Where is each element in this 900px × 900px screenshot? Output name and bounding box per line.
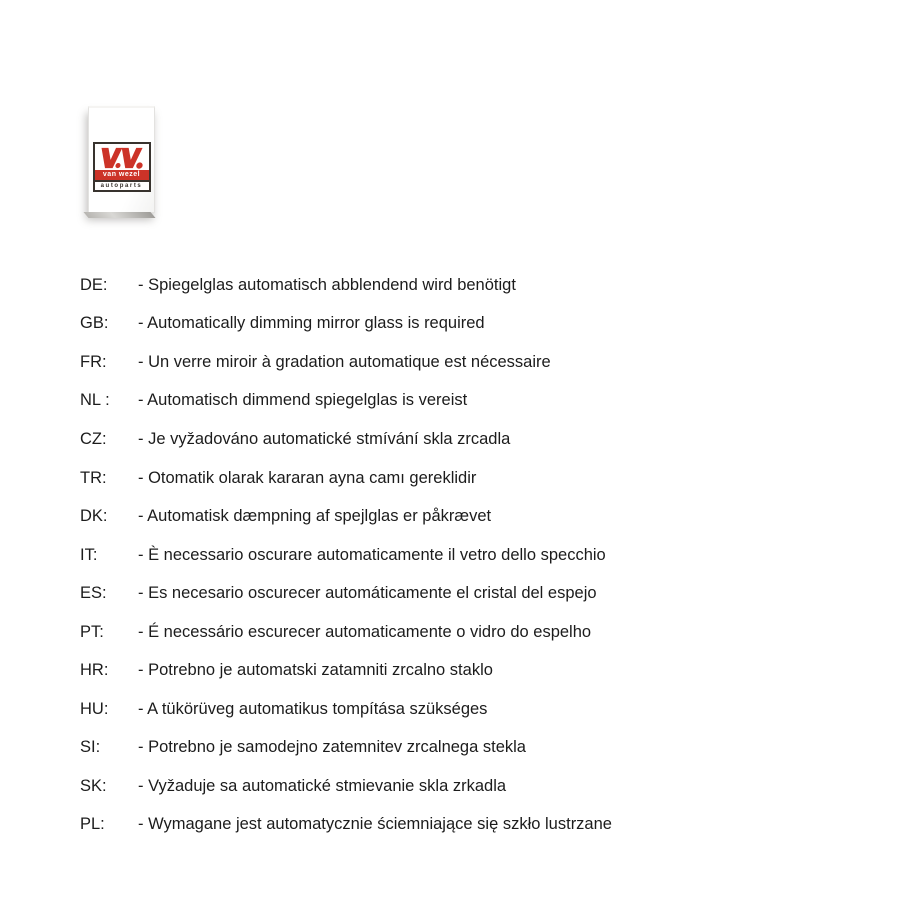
vv-mark-icon [95,144,149,170]
language-code: IT: [80,545,98,564]
language-code: SK: [80,776,107,795]
language-code: NL : [80,391,110,410]
translation-text: - Wymagane jest automatycznie ściemniające się szkło lustrzane [138,815,612,834]
language-code: HU: [80,699,109,718]
translation-text: - Potrebno je samodejno zatemnitev zrcalnega stekla [138,738,526,757]
language-code: PL: [80,815,105,834]
translation-text: - Automatisch dimmend spiegelglas is vereist [138,391,468,410]
language-code: DK: [80,507,108,526]
language-code: PT: [80,622,104,641]
list-item [80,690,840,729]
logo-brand-text: van wezel [95,170,149,180]
translation-text: - Spiegelglas automatisch abblendend wird benötigt [138,275,516,294]
translation-text: - Automatisk dæmpning af spejlglas er påkrævet [138,507,492,526]
translation-text: - É necessário escurecer automaticamente o vidro do espelho [138,622,592,641]
list-item [80,767,840,806]
list-item [80,536,840,575]
list-item [80,266,840,305]
language-code: FR: [80,352,107,371]
list-item [80,305,840,344]
translation-text: - Vyžaduje sa automatické stmievanie skla zrkadla [138,776,507,795]
list-item [80,806,840,845]
language-code: CZ: [80,429,107,448]
vanwezel-logo-badge [93,142,151,192]
list-item [80,497,840,536]
list-item [80,729,840,768]
list-item [80,382,840,421]
translation-text: - Potrebno je automatski zatamniti zrcalno staklo [138,661,493,680]
language-code: GB: [80,314,109,333]
language-code: TR: [80,468,107,487]
language-code: ES: [80,584,107,603]
translation-text: - Un verre miroir à gradation automatique est nécessaire [138,352,551,371]
list-item [80,651,840,690]
language-code: SI: [80,738,101,757]
list-item [80,343,840,382]
translation-text: - Automatically dimming mirror glass is required [138,314,485,333]
translations-list [80,266,840,844]
list-item [80,420,840,459]
list-item [80,459,840,498]
list-item [80,613,840,652]
language-code: HR: [80,661,109,680]
logo-sub-text: autoparts [95,180,149,190]
language-code: DE: [80,275,108,294]
vanwezel-logo-card [88,106,155,213]
translation-text: - Je vyžadováno automatické stmívání skla zrcadla [138,429,511,448]
translation-text: - Es necesario oscurecer automáticamente el cristal del espejo [138,584,597,603]
translation-text: - A tükörüveg automatikus tompítása szükséges [138,699,488,718]
translation-text: - Otomatik olarak kararan ayna camı gereklidir [138,468,477,487]
list-item [80,574,840,613]
translation-text: - È necessario oscurare automaticamente il vetro dello specchio [138,545,606,564]
